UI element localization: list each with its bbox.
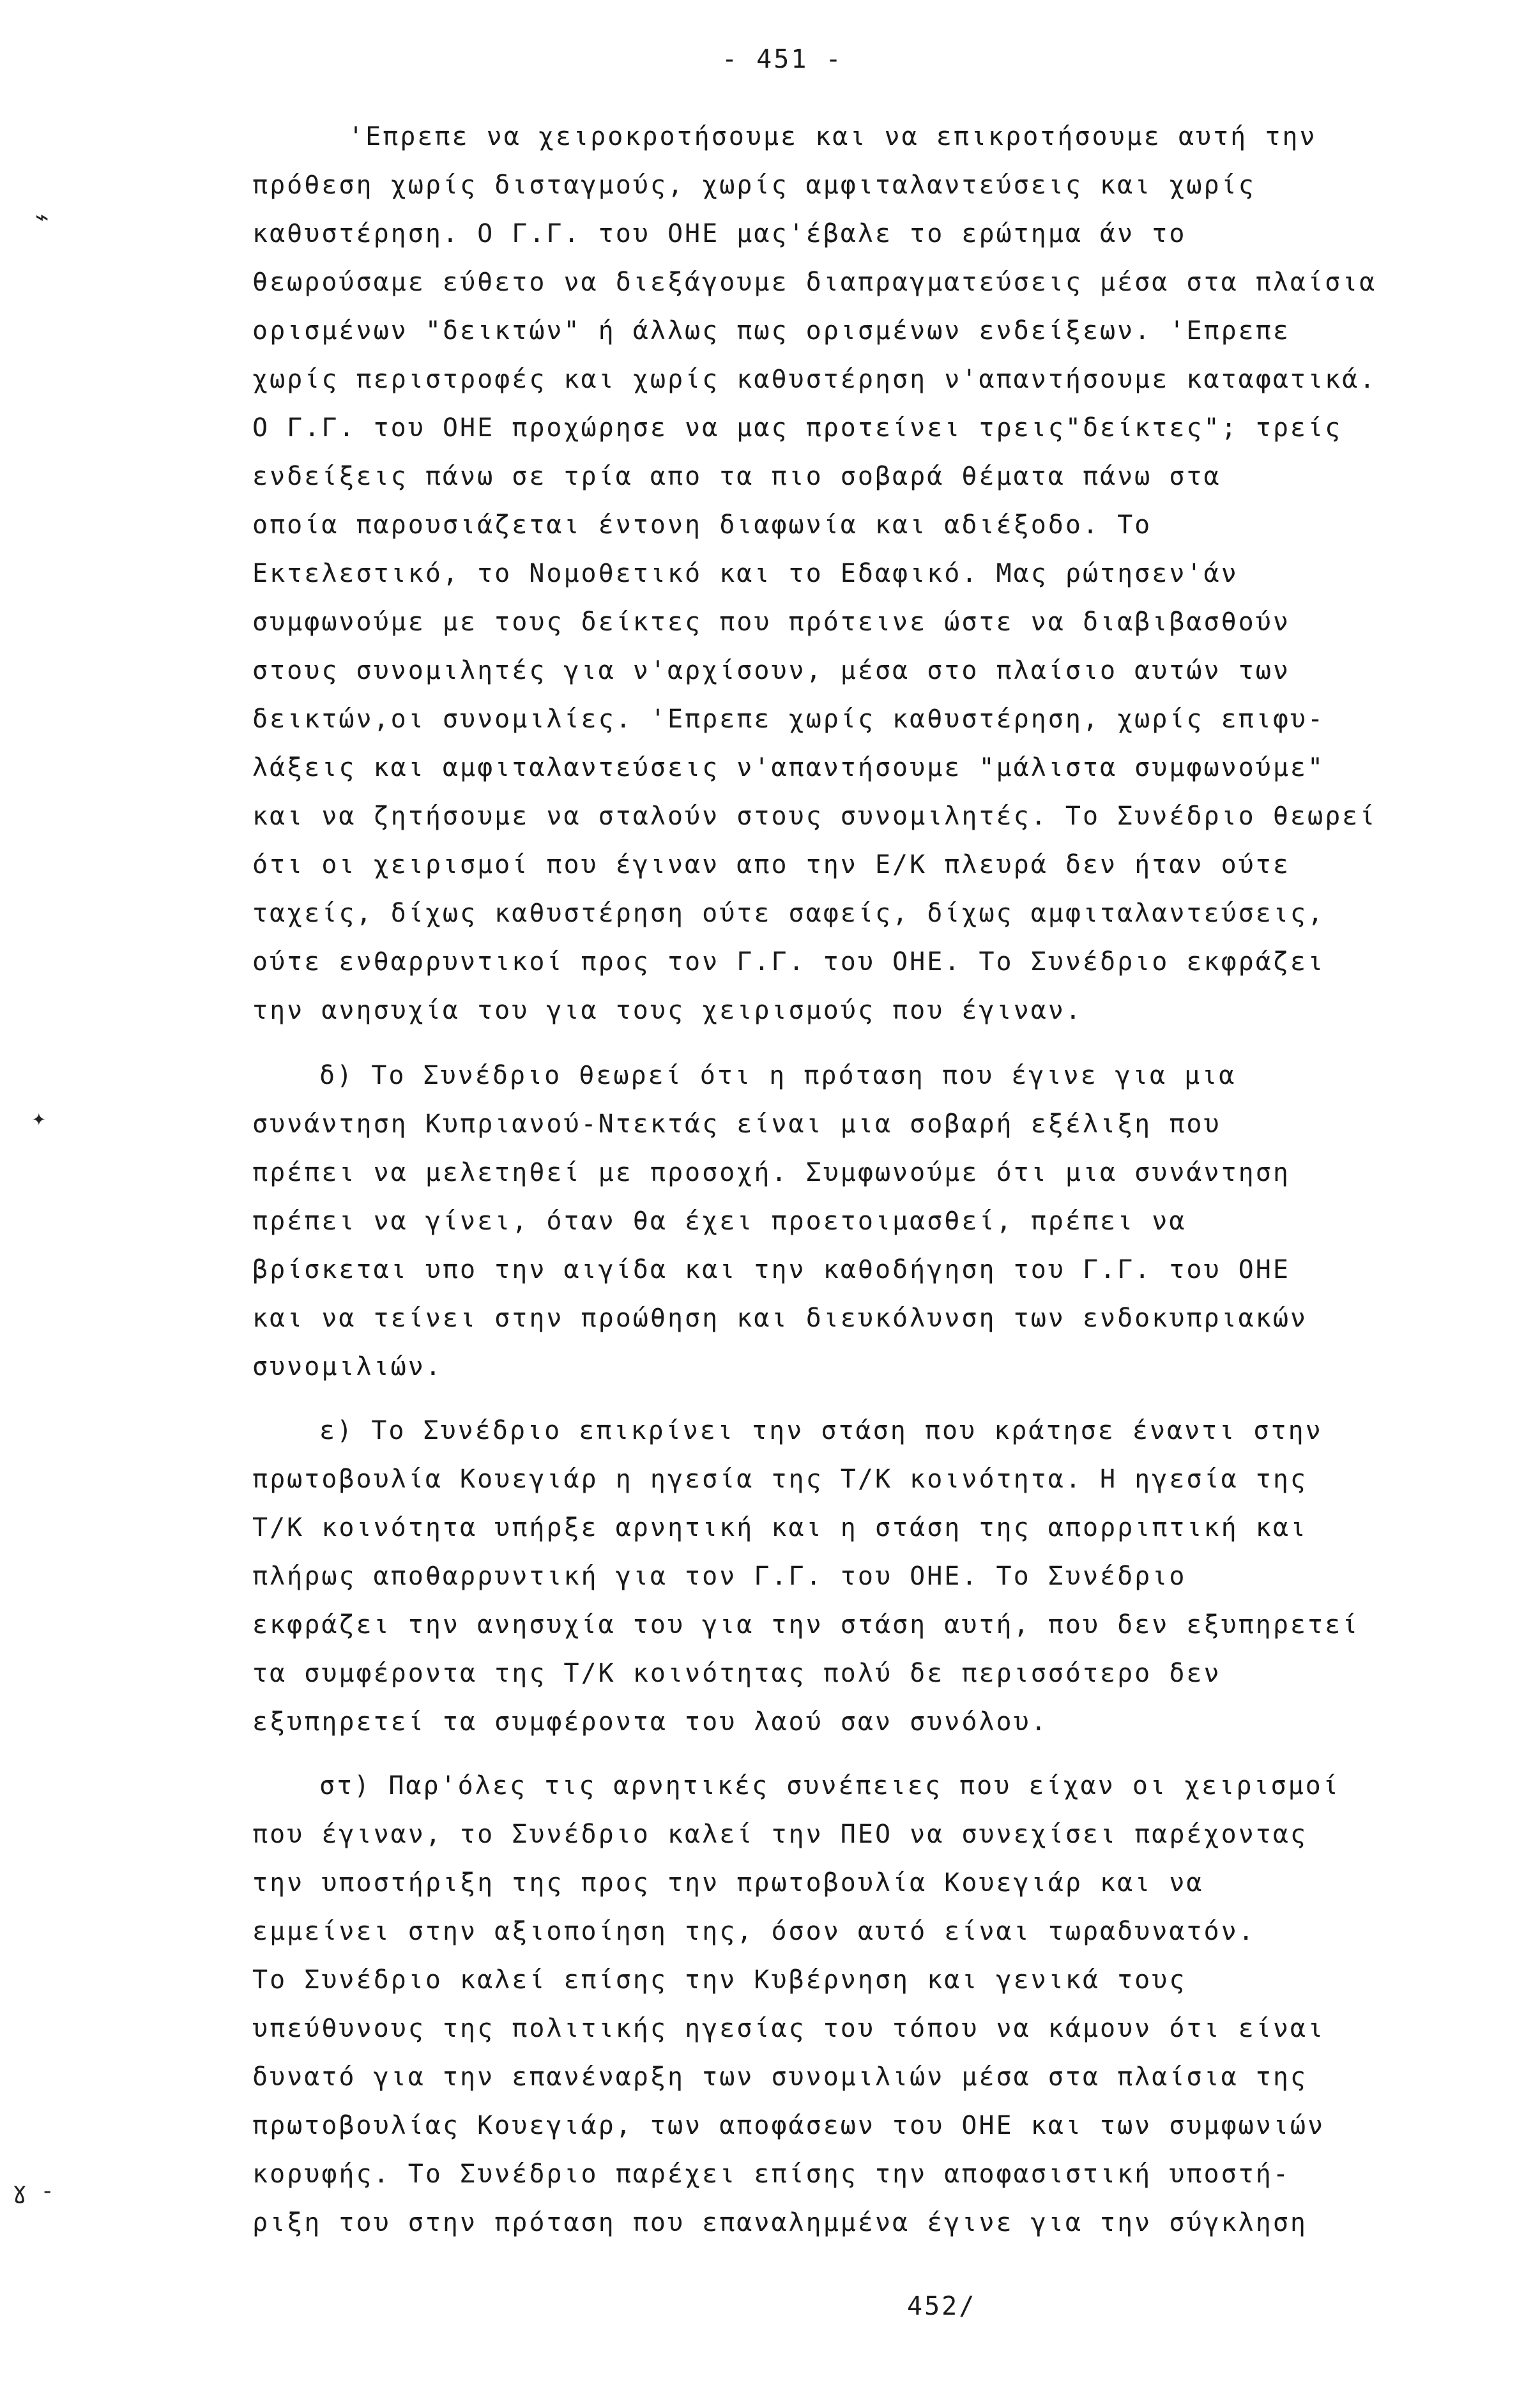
text-line: Το Συνέδριο καλεί επίσης την Κυβέρνηση και γενικά τους	[252, 1965, 1187, 1995]
text-line: και να ζητήσουμε να σταλούν στους συνομιλητές. Το Συνέδριο θεωρεί	[252, 802, 1377, 831]
text-line: πρέπει να γίνει, όταν θα έχει προετοιμασθεί, πρέπει να	[252, 1207, 1187, 1236]
text-line: πρωτοβουλίας Κουεγιάρ, των αποφάσεων του ΟΗΕ και των συμφωνιών	[252, 2111, 1325, 2140]
text-line: καθυστέρηση. Ο Γ.Γ. του ΟΗΕ μας'έβαλε το ερώτημα άν το	[252, 219, 1187, 248]
text-line: ε) Το Συνέδριο επικρίνει την στάση που κράτησε έναντι στην	[319, 1416, 1323, 1445]
text-line: που έγιναν, το Συνέδριο καλεί την ΠΕΟ να συνεχίσει παρέχοντας	[252, 1820, 1308, 1849]
text-line: Ο Γ.Γ. του ΟΗΕ προχώρησε να μας προτείνει τρεις"δείκτες"; τρείς	[252, 413, 1343, 443]
text-line: δεικτών,οι συνομιλίες. 'Επρεπε χωρίς καθυστέρηση, χωρίς επιφυ-	[252, 704, 1325, 734]
text-line: κορυφής. Το Συνέδριο παρέχει επίσης την αποφασιστική υποστή-	[252, 2159, 1290, 2189]
text-line: πλήρως αποθαρρυντική για τον Γ.Γ. του ΟΗΕ. Το Συνέδριο	[252, 1562, 1187, 1591]
text-line: και να τείνει στην προώθηση και διευκόλυνση των ενδοκυπριακών	[252, 1304, 1308, 1333]
text-line: υπεύθυνους της πολιτικής ηγεσίας του τόπου να κάμουν ότι είναι	[252, 2014, 1325, 2043]
text-line: ταχείς, δίχως καθυστέρηση ούτε σαφείς, δίχως αμφιταλαντεύσεις,	[252, 899, 1325, 928]
text-line: πρέπει να μελετηθεί με προσοχή. Συμφωνούμε ότι μια συνάντηση	[252, 1158, 1290, 1187]
text-line: θεωρούσαμε εύθετο να διεξάγουμε διαπραγματεύσεις μέσα στα πλαίσια	[252, 268, 1377, 297]
text-line: συμφωνούμε με τους δείκτες που πρότεινε ώστε να διαβιβασθούν	[252, 607, 1290, 637]
margin-mark: ✦	[32, 1105, 46, 1131]
footer-page-number: 452/	[907, 2292, 977, 2321]
text-line: στους συνομιλητές για ν'αρχίσουν, μέσα στο πλαίσιο αυτών των	[252, 656, 1290, 685]
page-number: - 451 -	[722, 45, 843, 74]
text-line: τα συμφέροντα της Τ/Κ κοινότητας πολύ δε περισσότερο δεν	[252, 1659, 1221, 1688]
text-line: δυνατό για την επανέναρξη των συνομιλιών μέσα στα πλαίσια της	[252, 2062, 1308, 2092]
text-line: 'Επρεπε να χειροκροτήσουμε και να επικροτήσουμε αυτή την	[348, 122, 1317, 151]
text-line: λάξεις και αμφιταλαντεύσεις ν'απαντήσουμε "μάλιστα συμφωνούμε"	[252, 753, 1325, 782]
text-line: Εκτελεστικό, το Νομοθετικό και το Εδαφικό. Μας ρώτησεν'άν	[252, 559, 1239, 588]
text-line: βρίσκεται υπο την αιγίδα και την καθοδήγηση του Γ.Γ. του ΟΗΕ	[252, 1255, 1290, 1284]
text-line: πρόθεση χωρίς δισταγμούς, χωρίς αμφιταλαντεύσεις και χωρίς	[252, 171, 1256, 200]
text-line: Τ/Κ κοινότητα υπήρξε αρνητική και η στάση της απορριπτική και	[252, 1513, 1308, 1542]
text-line: εκφράζει την ανησυχία του για την στάση αυτή, που δεν εξυπηρετεί	[252, 1610, 1360, 1640]
text-line: συνομιλιών.	[252, 1352, 443, 1382]
text-line: πρωτοβουλία Κουεγιάρ η ηγεσία της Τ/Κ κοινότητα. Η ηγεσία της	[252, 1465, 1308, 1494]
text-line: ότι οι χειρισμοί που έγιναν απο την Ε/Κ πλευρά δεν ήταν ούτε	[252, 850, 1290, 879]
text-line: οποία παρουσιάζεται έντονη διαφωνία και αδιέξοδο. Το	[252, 510, 1152, 540]
text-line: στ) Παρ'όλες τις αρνητικές συνέπειες που είχαν οι χειρισμοί	[319, 1771, 1340, 1801]
margin-mark: ɣ -	[13, 2178, 55, 2204]
text-line: την ανησυχία του για τους χειρισμούς που έγιναν.	[252, 996, 1083, 1025]
text-line: εξυπηρετεί τα συμφέροντα του λαού σαν συνόλου.	[252, 1707, 1048, 1737]
text-line: δ) Το Συνέδριο θεωρεί ότι η πρόταση που έγινε για μια	[319, 1061, 1237, 1090]
text-line: χωρίς περιστροφές και χωρίς καθυστέρηση ν'απαντήσουμε καταφατικά.	[252, 365, 1377, 394]
text-line: εμμείνει στην αξιοποίηση της, όσον αυτό είναι τωραδυνατόν.	[252, 1917, 1256, 1946]
text-line: ριξη του στην πρόταση που επαναλημμένα έγινε για την σύγκληση	[252, 2208, 1308, 2237]
text-line: ορισμένων "δεικτών" ή άλλως πως ορισμένων ενδείξεων. 'Επρεπε	[252, 316, 1290, 346]
text-line: την υποστήριξη της προς την πρωτοβουλία Κουεγιάρ και να	[252, 1868, 1204, 1898]
text-line: συνάντηση Κυπριανού-Ντεκτάς είναι μια σοβαρή εξέλιξη που	[252, 1109, 1221, 1139]
margin-mark: ⌁	[35, 204, 49, 231]
text-line: ενδείξεις πάνω σε τρία απο τα πιο σοβαρά θέματα πάνω στα	[252, 462, 1221, 491]
text-line: ούτε ενθαρρυντικοί προς τον Γ.Γ. του ΟΗΕ. Το Συνέδριο εκφράζει	[252, 947, 1325, 977]
